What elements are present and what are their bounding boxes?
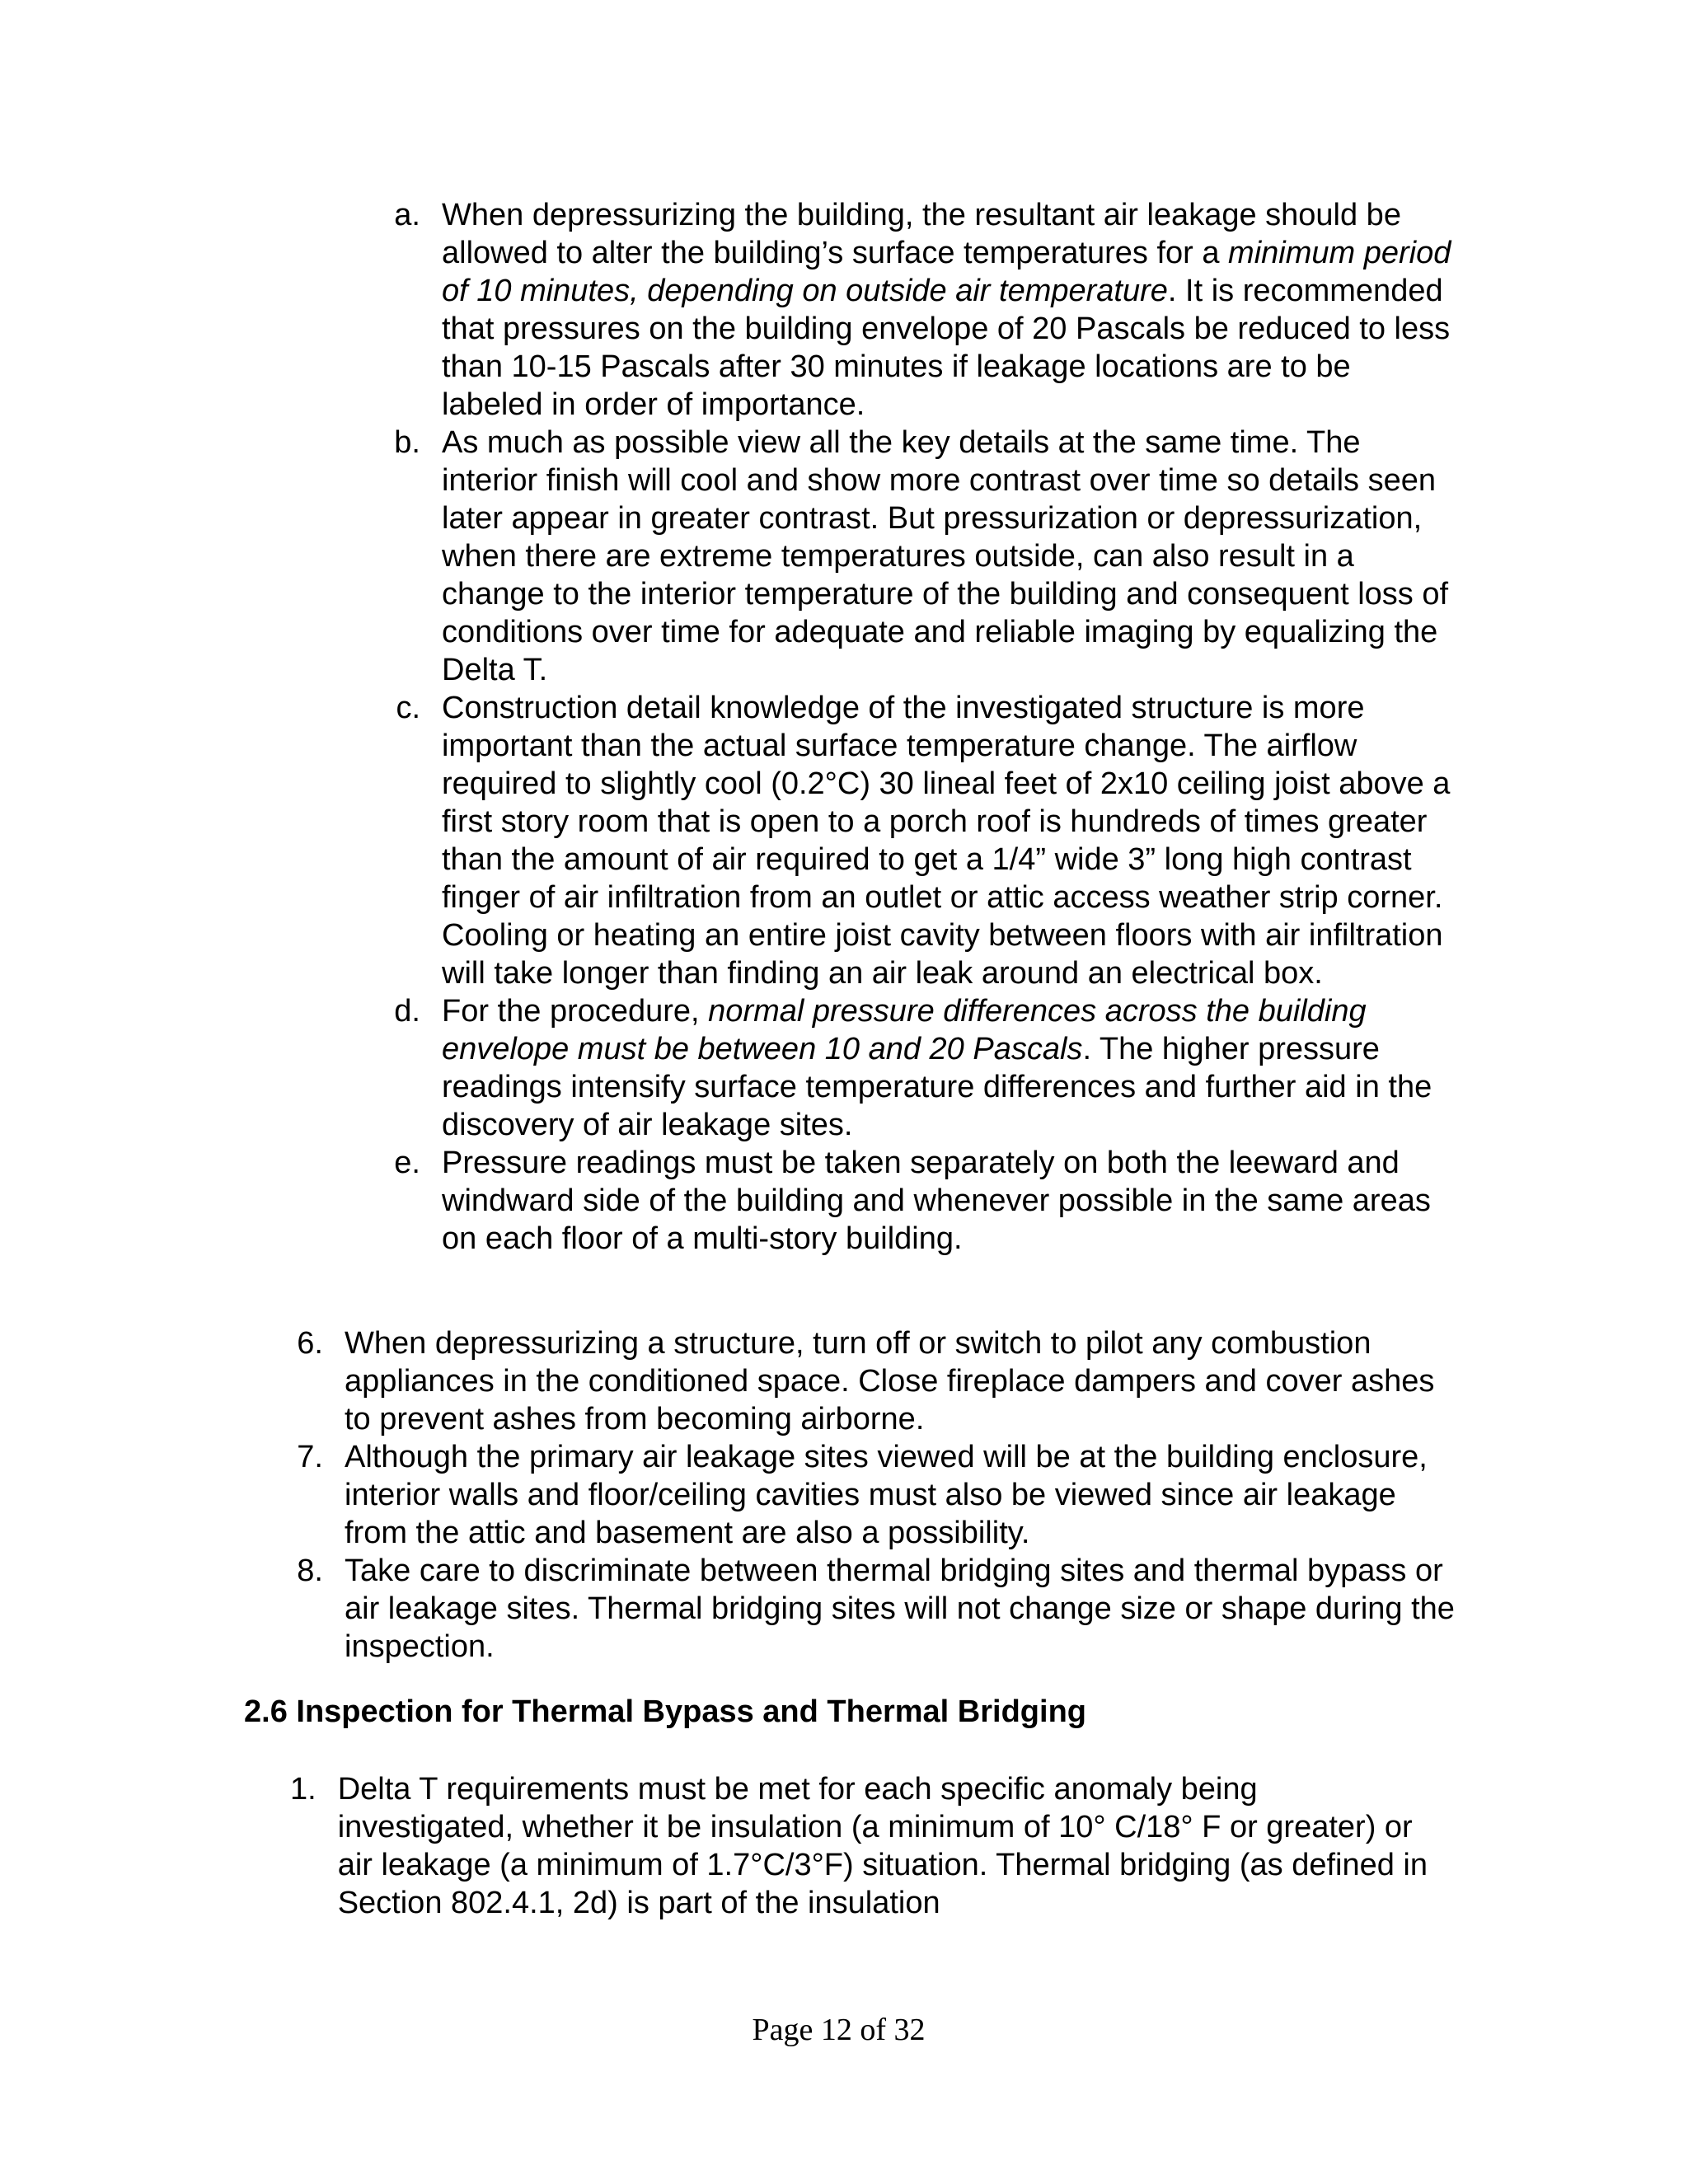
list-item-6 — [290, 1324, 1461, 1438]
list-marker: e. — [394, 1146, 420, 1180]
list-marker: 8. — [297, 1554, 323, 1588]
list-item-b — [389, 424, 1452, 689]
page-number: Page 12 of 32 — [752, 2013, 926, 2047]
list-item-d — [389, 992, 1452, 1144]
text-run: . The higher pressure readings intensify surface temperature differences and further aid in the discovery of air leakage sites. — [442, 1032, 1432, 1142]
list-marker: b. — [394, 425, 420, 460]
list-marker: 7. — [297, 1440, 323, 1474]
list-item-text — [442, 992, 1452, 1144]
list-item-e — [389, 1144, 1452, 1258]
list-item-7 — [290, 1438, 1461, 1552]
list-item-text — [442, 689, 1452, 992]
lettered-sub-list — [389, 196, 1452, 1258]
list-marker: d. — [394, 994, 420, 1029]
list-item-8 — [290, 1552, 1461, 1666]
list-marker: 1. — [290, 1772, 316, 1807]
list-item-c — [389, 689, 1452, 992]
list-item-text: When depressurizing a structure, turn off or switch to pilot any combustion appliances in the conditioned space. Close fireplace dampers and cover ashes to prevent ashes from becoming airborne. — [345, 1326, 1435, 1436]
list-marker: c. — [396, 691, 420, 725]
emphasized-text: normal pressure differences across the building envelope must be between 10 and 20 Pascals — [442, 994, 1367, 1066]
text-run: . It is recommended that pressures on the building envelope of 20 Pascals be reduced to less than 10-15 Pascals after 30 minutes if leakage locations are to be labeled in order of importance. — [442, 274, 1451, 422]
text-run: As much as possible view all the key details at the same time. The interior finish will cool and show more contrast over time so details seen later appear in greater contrast. But pressurization or depressurization, when there are extreme temperatures outside, can also result in a change to the interior temperature of the building and consequent loss of conditions over time for adequate and reliable imaging by equalizing the Delta T. — [442, 425, 1449, 687]
list-item-1 — [290, 1770, 1428, 1922]
text-run: When depressurizing the building, the resultant air leakage should be allowed to alter the building’s surface temperatures for a — [442, 198, 1401, 270]
list-item-text: Take care to discriminate between thermal bridging sites and thermal bypass or air leakage sites. Thermal bridging sites will not change size or shape during the inspection. — [345, 1554, 1455, 1664]
list-marker: 6. — [297, 1326, 323, 1361]
list-item-text — [442, 196, 1452, 424]
list-item-text — [442, 424, 1452, 689]
text-run: Pressure readings must be taken separately on both the leeward and windward side of the building and whenever possible in the same areas on each floor of a multi-story building. — [442, 1146, 1431, 1256]
list-item-text — [442, 1144, 1452, 1258]
list-marker: a. — [394, 198, 420, 232]
section-heading: 2.6 Inspection for Thermal Bypass and Thermal Bridging — [244, 1694, 1086, 1729]
list-item-text: Although the primary air leakage sites viewed will be at the building enclosure, interior walls and floor/ceiling cavities must also be viewed since air leakage from the attic and basement are also a possibility. — [345, 1440, 1428, 1550]
text-run: For the procedure, — [442, 994, 709, 1029]
section-numbered-list — [290, 1770, 1428, 1922]
list-item-text: Delta T requirements must be met for each specific anomaly being investigated, whether it be insulation (a minimum of 10° C/18° F or greater) or air leakage (a minimum of 1.7°C/3°F) situation. Thermal bridging (as defined in Section 802.4.1, 2d) is part of the insulation — [337, 1772, 1428, 1920]
list-item-a — [389, 196, 1452, 424]
text-run: Construction detail knowledge of the investigated structure is more important than the actual surface temperature change. The airflow required to slightly cool (0.2°C) 30 lineal feet of 2x10 ceiling joist above a first story room that is open to a porch roof is hundreds of times greater than the amount of air required to get a 1/4” wide 3” long high contrast finger of air infiltration from an outlet or attic access weather strip corner. Cooling or heating an entire joist cavity between floors with air infiltration will take longer than finding an air leak around an electrical box. — [442, 691, 1451, 991]
emphasized-text: minimum period of 10 minutes, depending on outside air temperature — [442, 236, 1451, 308]
numbered-list — [290, 1324, 1461, 1666]
